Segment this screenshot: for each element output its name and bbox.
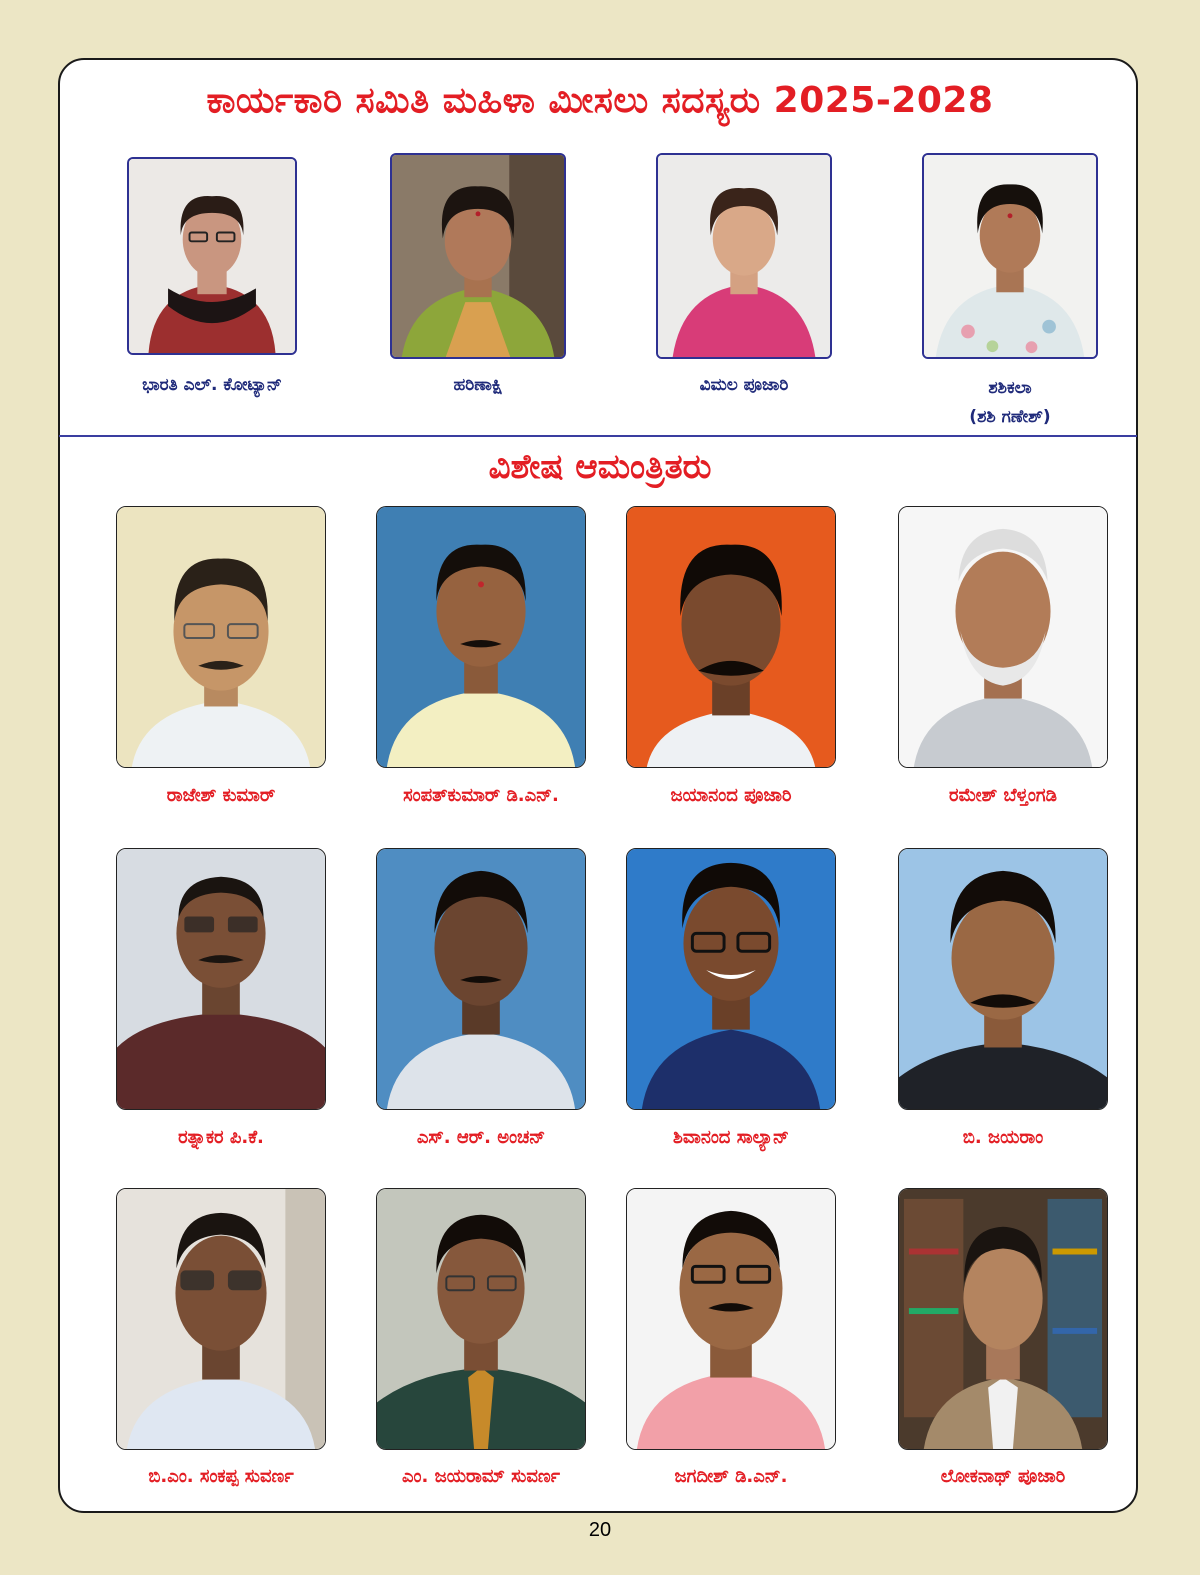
- invitee-photo: [898, 848, 1108, 1110]
- invitee-photo: [116, 848, 326, 1110]
- invitee-name: ರಾಜೇಶ್ ಕುಮಾರ್: [166, 785, 276, 806]
- invitee-photo: [626, 1188, 836, 1450]
- invitee-photo: [376, 506, 586, 768]
- section-divider: [59, 435, 1137, 437]
- member-photo: [922, 153, 1098, 359]
- invitee-name: ಎಂ. ಜಯರಾಮ್ ಸುವರ್ಣ: [401, 1466, 561, 1487]
- invitee-photo: [626, 848, 836, 1110]
- invitee-photo: [898, 506, 1108, 768]
- invitee-photo: [116, 506, 326, 768]
- invitee-photo: [116, 1188, 326, 1450]
- invitee-name: ಜಯಾನಂದ ಪೂಜಾರಿ: [670, 785, 792, 806]
- invitee-photo: [898, 1188, 1108, 1450]
- member-name: ಹರಿಣಾಕ್ಷಿ: [453, 375, 503, 395]
- page-number: 20: [588, 1519, 612, 1541]
- member-photo: [390, 153, 566, 359]
- invitee-name: ಬಿ. ಜಯರಾಂ: [962, 1127, 1044, 1148]
- member-photo: [656, 153, 832, 359]
- member-alias: (ಶಶಿ ಗಣೇಶ್): [969, 407, 1051, 427]
- page-title: ಕಾರ್ಯಕಾರಿ ಸಮಿತಿ ಮಹಿಳಾ ಮೀಸಲು ಸದಸ್ಯರು 2025-2028: [206, 80, 994, 121]
- invitee-photo: [376, 848, 586, 1110]
- member-photo: [127, 157, 297, 355]
- member-name: ಶಶಿಕಲಾ: [988, 378, 1032, 398]
- invitee-photo: [376, 1188, 586, 1450]
- invitee-name: ಬಿ.ಎಂ. ಸಂಕಪ್ಪ ಸುವರ್ಣ: [148, 1466, 294, 1487]
- invitee-name: ರತ್ನಾಕರ ಪಿ.ಕೆ.: [178, 1127, 264, 1148]
- invitee-name: ಜಗದೀಶ್ ಡಿ.ಎನ್.: [674, 1466, 788, 1487]
- invitee-name: ಸಂಪತ್‌ಕುಮಾರ್ ಡಿ.ಎನ್.: [403, 785, 559, 806]
- member-name: ವಿಮಲ ಪೂಜಾರಿ: [699, 375, 789, 395]
- invitee-name: ಲೋಕನಾಥ್ ಪೂಜಾರಿ: [940, 1466, 1066, 1487]
- invitee-name: ರಮೇಶ್ ಬೆಳ್ತಂಗಡಿ: [949, 785, 1057, 806]
- section-title: ವಿಶೇಷ ಆಮಂತ್ರಿತರು: [488, 447, 712, 487]
- invitee-name: ಶಿವಾನಂದ ಸಾಲ್ಯಾನ್: [673, 1127, 789, 1148]
- invitee-name: ಎಸ್. ಆರ್. ಅಂಚನ್: [416, 1127, 546, 1148]
- member-name: ಭಾರತಿ ಎಲ್. ಕೋಟ್ಯಾನ್: [142, 375, 282, 395]
- invitee-photo: [626, 506, 836, 768]
